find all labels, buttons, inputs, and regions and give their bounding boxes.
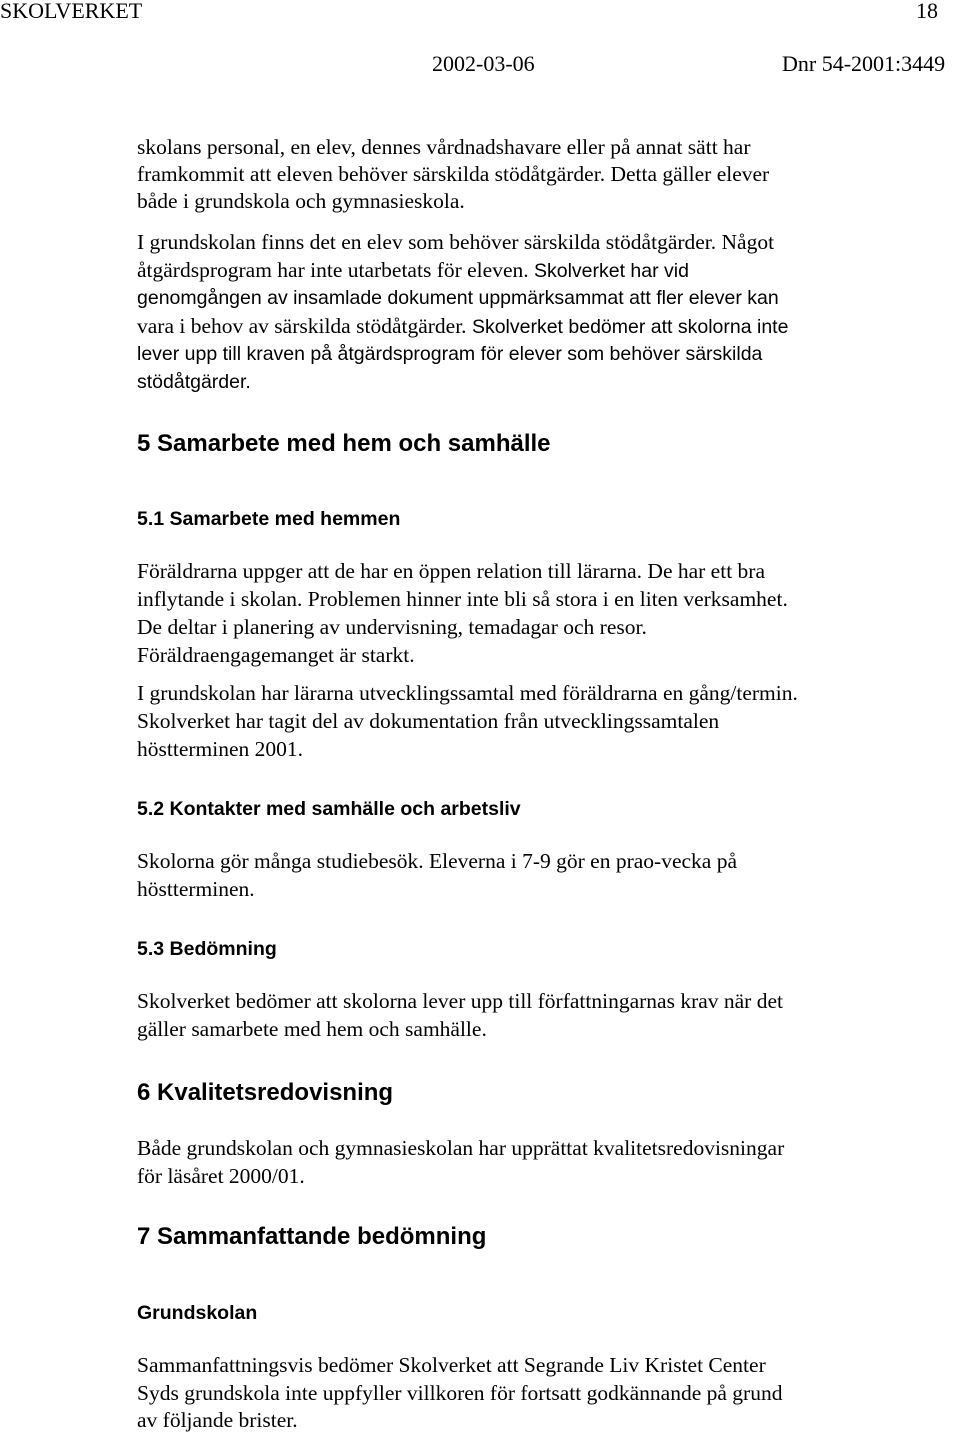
section-5-3-heading: 5.3 Bedömning [137, 938, 277, 960]
paragraph-line: Skolverket bedömer att skolorna lever upp till författningarnas krav när det [137, 989, 783, 1013]
header-dnr: Dnr 54-2001:3449 [782, 51, 946, 76]
section-5-1-heading: 5.1 Samarbete med hemmen [137, 508, 401, 530]
intro-line: både i grundskola och gymnasieskola. [137, 189, 465, 213]
paragraph-line: Syds grundskola inte uppfyller villkoren för fortsatt godkännande på grund [137, 1381, 783, 1405]
paragraph-line: Både grundskolan och gymnasieskolan har upprättat kvalitetsredovisningar [137, 1136, 785, 1160]
paragraph-line: av följande brister. [137, 1408, 298, 1432]
paragraph-line: Föräldraengagemanget är starkt. [137, 643, 415, 667]
grundskolan-heading: Grundskolan [137, 1302, 258, 1324]
section-5-heading: 5 Samarbete med hem och samhälle [137, 430, 551, 457]
paragraph-line: De deltar i planering av undervisning, temadagar och resor. [137, 615, 647, 639]
paragraph-line: I grundskolan har lärarna utvecklingssamtal med föräldrarna en gång/termin. [137, 681, 798, 705]
section-6-heading: 6 Kvalitetsredovisning [137, 1079, 394, 1106]
paragraph-line: för läsåret 2000/01. [137, 1164, 305, 1188]
paragraph-line: Föräldrarna uppger att de har en öppen relation till lärarna. De har ett bra [137, 559, 766, 583]
mixed-line: åtgärdsprogram har inte utarbetats för eleven. Skolverket har vid [137, 258, 689, 282]
intro-line: framkommit att eleven behöver särskilda stödåtgärder. Detta gäller elever [137, 162, 770, 186]
paragraph-line: höstterminen. [137, 877, 255, 901]
mixed-line: genomgången av insamlade dokument uppmärksammat att fler elever kan [137, 287, 779, 309]
paragraph-line: höstterminen 2001. [137, 737, 304, 761]
paragraph-line: Skolverket har tagit del av dokumentation från utvecklingssamtalen [137, 709, 720, 733]
mixed-line: stödåtgärder. [137, 371, 251, 393]
header-page-number: 18 [916, 0, 938, 23]
header-organization: SKOLVERKET [0, 0, 143, 23]
paragraph-line: Sammanfattningsvis bedömer Skolverket att Segrande Liv Kristet Center [137, 1353, 766, 1377]
paragraph-line: Skolorna gör många studiebesök. Eleverna i 7-9 gör en prao-vecka på [137, 849, 738, 873]
mixed-line: vara i behov av särskilda stödåtgärder. Skolverket bedömer att skolorna inte [137, 314, 789, 338]
mixed-line: I grundskolan finns det en elev som behöver särskilda stödåtgärder. Något [137, 230, 775, 254]
header-date: 2002-03-06 [432, 51, 535, 76]
mixed-line: lever upp till kraven på åtgärdsprogram för elever som behöver särskilda [137, 343, 763, 365]
section-7-heading: 7 Sammanfattande bedömning [137, 1223, 487, 1250]
paragraph-line: gäller samarbete med hem och samhälle. [137, 1017, 487, 1041]
section-5-2-heading: 5.2 Kontakter med samhälle och arbetsliv [137, 798, 521, 820]
paragraph-line: inflytande i skolan. Problemen hinner inte bli så stora i en liten verksamhet. [137, 587, 788, 611]
intro-line: skolans personal, en elev, dennes vårdnadshavare eller på annat sätt har [137, 135, 751, 159]
